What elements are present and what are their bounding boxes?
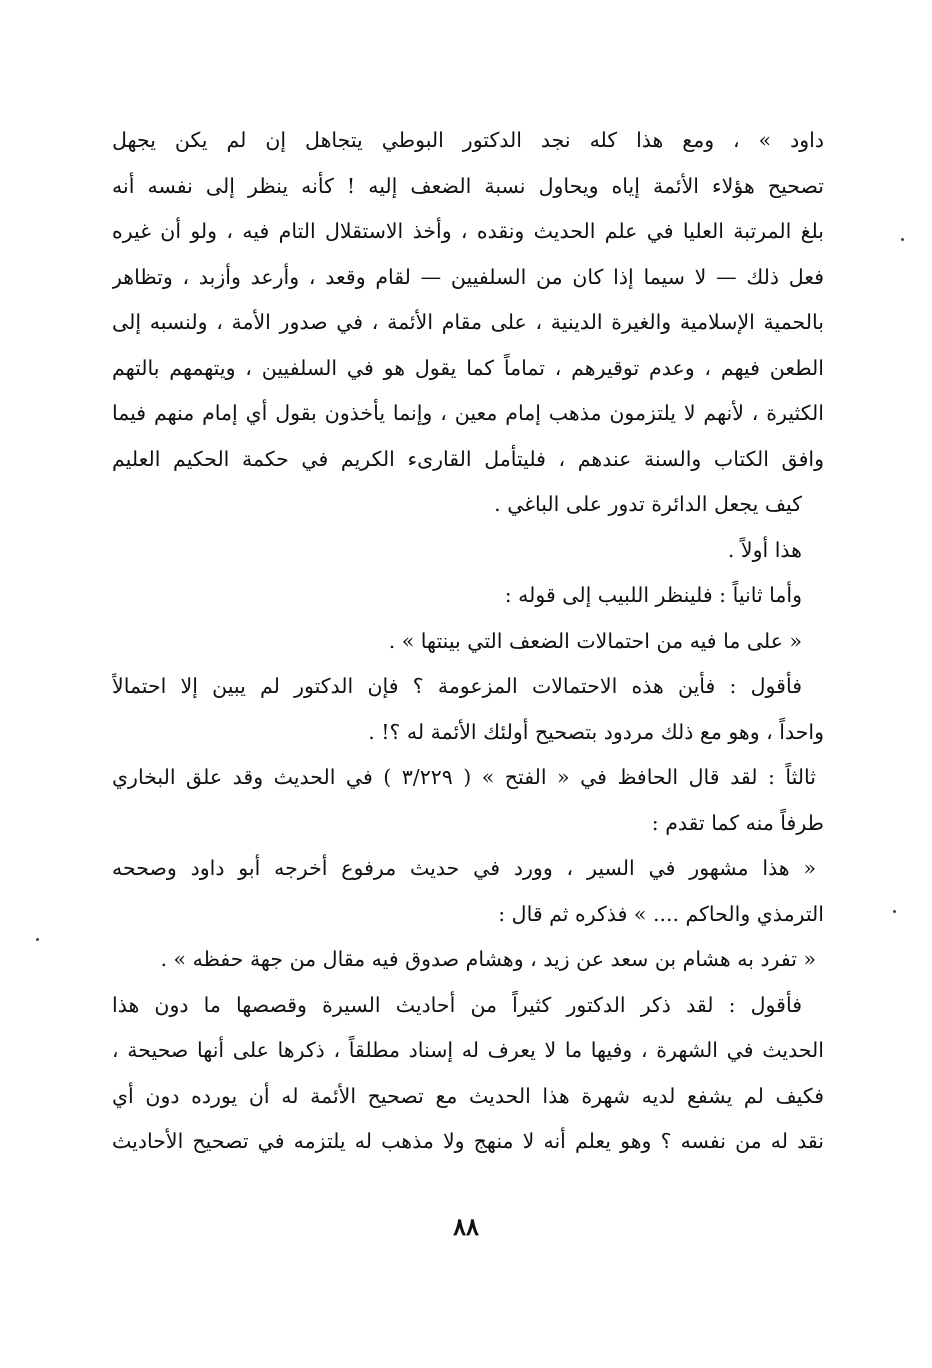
text-line: وأما ثانياً : فلينظر اللبيب إلى قوله : — [504, 583, 802, 607]
text-line: كيف يجعل الدائرة تدور على الباغي . — [494, 492, 802, 516]
text-line: فأقول : فأين هذه الاحتمالات المزعومة ؟ فإن الدكتور لم يبين إلا احتمالاً — [112, 674, 802, 698]
quoted-line: « هذا مشهور في السير ، وورد في حديث مرفوع أخرجه أبو داود وصححه — [112, 856, 816, 880]
page-body-text — [112, 118, 824, 1165]
text-line: وافق الكتاب والسنة عندهم ، فليتأمل القارىء الكريم في حكمة الحكيم العليم — [112, 446, 824, 471]
text-line: تصحيح هؤلاء الأئمة إياه ويحاول نسبة الضعف إليه ! كأنه ينظر إلى نفسه أنه — [112, 173, 824, 198]
quoted-line: « على ما فيه من احتمالات الضعف التي بينتها » . — [388, 628, 802, 653]
text-line: طرفاً منه كما تقدم : — [651, 810, 824, 835]
text-line: الحديث في الشهرة ، وفيها ما لا يعرف له إسناد مطلقاً ، ذكرها على أنها صحيحة ، — [112, 1038, 824, 1062]
text-line: بالحمية الإسلامية والغيرة الدينية ، على مقام الأئمة ، في صدور الأمة ، ولنسبه إلى — [112, 310, 824, 334]
text-line: هذا أولاً . — [727, 537, 802, 562]
text-line: بلغ المرتبة العليا في علم الحديث ونقده ، وأخذ الاستقلال التام فيه ، ولو أن غيره — [112, 219, 824, 243]
text-line: ثالثاً : لقد قال الحافظ في « الفتح » ( ٣/٢٢٩ ) في الحديث وقد علق البخاري — [112, 765, 816, 789]
text-line: فكيف لم يشفع لديه شهرة هذا الحديث مع تصحيح الأئمة له أن يورده دون أي — [112, 1083, 824, 1108]
text-line: الطعن فيهم ، وعدم توقيرهم ، تماماً كما يقول هو في السلفيين ، ويتهمهم بالتهم — [112, 355, 824, 380]
text-line: داود » ، ومع هذا كله نجد الدكتور البوطي يتجاهل إن لم يكن يجهل — [112, 128, 824, 152]
text-line: فأقول : لقد ذكر الدكتور كثيراً من أحاديث السيرة وقصصها ما دون هذا — [112, 992, 802, 1017]
scan-speck — [36, 938, 39, 941]
scan-speck — [901, 238, 904, 241]
quoted-line: الترمذي والحاكم .... » فذكره ثم قال : — [498, 901, 824, 926]
text-line: واحداً ، وهو مع ذلك مردود بتصحيح أولئك الأئمة له ؟! . — [368, 719, 824, 744]
text-line: فعل ذلك — لا سيما إذا كان من السلفيين — لقام وقعد ، وأرعد وأزبد ، وتظاهر — [112, 264, 824, 289]
text-line: الكثيرة ، لأنهم لا يلتزمون مذهب إمام معين ، وإنما يأخذون بقول أي إمام منهم فيما — [112, 401, 824, 425]
page-number: ٨٨ — [453, 1212, 479, 1241]
text-line: نقد له من نفسه ؟ وهو يعلم أنه لا منهج ولا مذهب له يلتزمه في تصحيح الأحاديث — [112, 1129, 824, 1153]
quoted-line: « تفرد به هشام بن سعد عن زيد ، وهشام صدوق فيه مقال من جهة حفظه » . — [160, 947, 816, 971]
scan-speck — [893, 910, 896, 913]
